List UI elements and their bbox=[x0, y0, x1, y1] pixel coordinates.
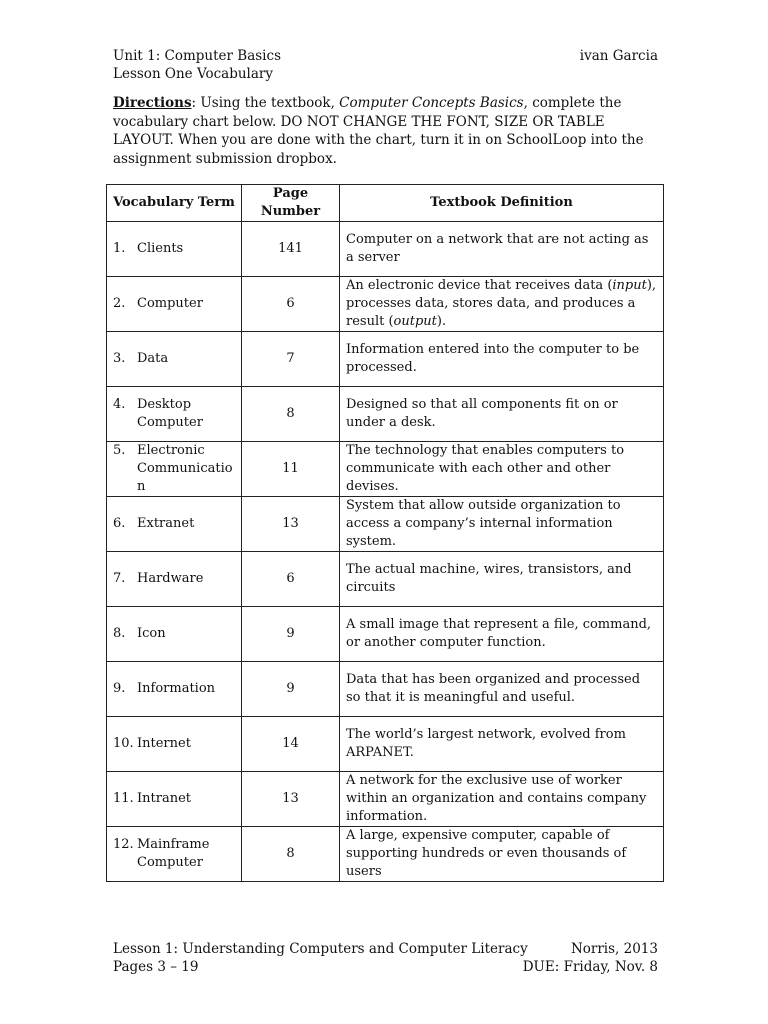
term-text: Computer bbox=[137, 296, 203, 311]
term-cell[interactable] bbox=[107, 772, 242, 827]
header-textbook-definition: Textbook Definition bbox=[340, 185, 664, 222]
definition-cell[interactable]: Data that has been organized and processed so that it is meaningful and useful. bbox=[340, 662, 664, 717]
header-page-number: Page Number bbox=[242, 185, 340, 222]
term-cell[interactable] bbox=[107, 662, 242, 717]
definition-emphasis: output bbox=[393, 314, 437, 329]
student-name: ivan Garcia bbox=[579, 48, 658, 64]
header-vocabulary-term: Vocabulary Term bbox=[107, 185, 242, 222]
definition-text: ). bbox=[436, 314, 447, 329]
term-number: 7. bbox=[113, 571, 126, 586]
directions-paragraph bbox=[113, 94, 658, 168]
table-row bbox=[107, 222, 664, 277]
page-number-cell[interactable]: 7 bbox=[242, 332, 340, 387]
table-row bbox=[107, 772, 664, 827]
term-number: 12. bbox=[113, 837, 134, 852]
table-row bbox=[107, 662, 664, 717]
definition-cell[interactable]: The actual machine, wires, transistors, and circuits bbox=[340, 552, 664, 607]
definition-cell[interactable]: A large, expensive computer, capable of supporting hundreds or even thousands of users bbox=[340, 827, 664, 882]
term-cell[interactable] bbox=[107, 277, 242, 332]
directions-text-before: : Using the textbook, bbox=[191, 95, 340, 111]
definition-cell[interactable]: The technology that enables computers to communicate with each other and other devises. bbox=[340, 442, 664, 497]
term-cell[interactable] bbox=[107, 607, 242, 662]
page-number-cell[interactable]: 8 bbox=[242, 827, 340, 882]
term-text: Icon bbox=[137, 626, 166, 641]
term-text: Information bbox=[137, 681, 216, 696]
page-number-cell[interactable]: 141 bbox=[242, 222, 340, 277]
definition-cell[interactable]: A network for the exclusive use of worker within an organization and contains company information. bbox=[340, 772, 664, 827]
term-number: 2. bbox=[113, 296, 126, 311]
vocabulary-table bbox=[106, 184, 664, 882]
definition-cell[interactable]: A small image that represent a file, command, or another computer function. bbox=[340, 607, 664, 662]
term-cell[interactable] bbox=[107, 222, 242, 277]
term-number: 4. bbox=[113, 397, 126, 412]
page-number-cell[interactable]: 14 bbox=[242, 717, 340, 772]
term-text: Clients bbox=[137, 241, 184, 256]
definition-cell[interactable]: The world’s largest network, evolved from ARPANET. bbox=[340, 717, 664, 772]
page-number-cell[interactable]: 6 bbox=[242, 277, 340, 332]
term-number: 9. bbox=[113, 681, 126, 696]
textbook-title: Computer Concepts Basics bbox=[339, 95, 524, 111]
term-text: Hardware bbox=[137, 571, 204, 586]
page-number-cell[interactable]: 11 bbox=[242, 442, 340, 497]
definition-cell[interactable]: Computer on a network that are not acting as a server bbox=[340, 222, 664, 277]
term-text: Extranet bbox=[137, 516, 195, 531]
term-cell[interactable] bbox=[107, 497, 242, 552]
term-text: Electronic Communicatio n bbox=[137, 443, 233, 494]
term-cell[interactable] bbox=[107, 827, 242, 882]
term-number: 8. bbox=[113, 626, 126, 641]
unit-title: Unit 1: Computer Basics bbox=[113, 48, 281, 64]
table-row bbox=[107, 717, 664, 772]
page-number-cell[interactable]: 8 bbox=[242, 387, 340, 442]
definition-emphasis: input bbox=[612, 278, 647, 293]
term-text: Mainframe Computer bbox=[137, 837, 210, 870]
page-number-cell[interactable]: 9 bbox=[242, 607, 340, 662]
page-footer bbox=[113, 940, 658, 976]
footer-author: Norris, 2013 bbox=[570, 941, 658, 957]
term-cell[interactable] bbox=[107, 387, 242, 442]
directions-label: Directions bbox=[113, 95, 192, 111]
table-header-row bbox=[107, 185, 664, 222]
term-text: Intranet bbox=[137, 791, 191, 806]
term-cell[interactable] bbox=[107, 442, 242, 497]
definition-text: An electronic device that receives data ( bbox=[346, 278, 613, 293]
term-cell[interactable] bbox=[107, 552, 242, 607]
term-number: 6. bbox=[113, 516, 126, 531]
table-row bbox=[107, 442, 664, 497]
table-row bbox=[107, 332, 664, 387]
term-text: Desktop Computer bbox=[137, 397, 203, 430]
table-row bbox=[107, 552, 664, 607]
term-cell[interactable] bbox=[107, 332, 242, 387]
definition-text: ), processes data, stores data, and produces a result ( bbox=[346, 278, 657, 329]
page-number-cell[interactable]: 9 bbox=[242, 662, 340, 717]
definition-cell[interactable]: Information entered into the computer to be processed. bbox=[340, 332, 664, 387]
table-row bbox=[107, 277, 664, 332]
definition-cell[interactable] bbox=[340, 277, 664, 332]
definition-cell[interactable]: Designed so that all components fit on or under a desk. bbox=[340, 387, 664, 442]
page-number-cell[interactable]: 13 bbox=[242, 497, 340, 552]
term-text: Data bbox=[137, 351, 169, 366]
page-number-cell[interactable]: 6 bbox=[242, 552, 340, 607]
term-number: 1. bbox=[113, 241, 126, 256]
term-number: 10. bbox=[113, 736, 134, 751]
term-number: 11. bbox=[113, 791, 134, 806]
footer-lesson: Lesson 1: Understanding Computers and Computer Literacy bbox=[113, 941, 528, 957]
page-header bbox=[113, 47, 658, 83]
directions-text-after: , complete the vocabulary chart below. DO NOT CHANGE THE FONT, SIZE OR TABLE LAYOUT. When you are done with the chart, turn it in on SchoolLoop into the assignment submission dropbox. bbox=[113, 95, 644, 167]
term-text: Internet bbox=[137, 736, 191, 751]
term-number: 5. bbox=[113, 443, 126, 458]
table-row bbox=[107, 827, 664, 882]
footer-due-date: DUE: Friday, Nov. 8 bbox=[522, 959, 658, 975]
page-number-cell[interactable]: 13 bbox=[242, 772, 340, 827]
table-row bbox=[107, 607, 664, 662]
term-cell[interactable] bbox=[107, 717, 242, 772]
term-number: 3. bbox=[113, 351, 126, 366]
table-row bbox=[107, 387, 664, 442]
lesson-title: Lesson One Vocabulary bbox=[113, 66, 273, 82]
table-row bbox=[107, 497, 664, 552]
definition-cell[interactable]: System that allow outside organization to access a company’s internal information system. bbox=[340, 497, 664, 552]
footer-pages: Pages 3 – 19 bbox=[113, 959, 199, 975]
